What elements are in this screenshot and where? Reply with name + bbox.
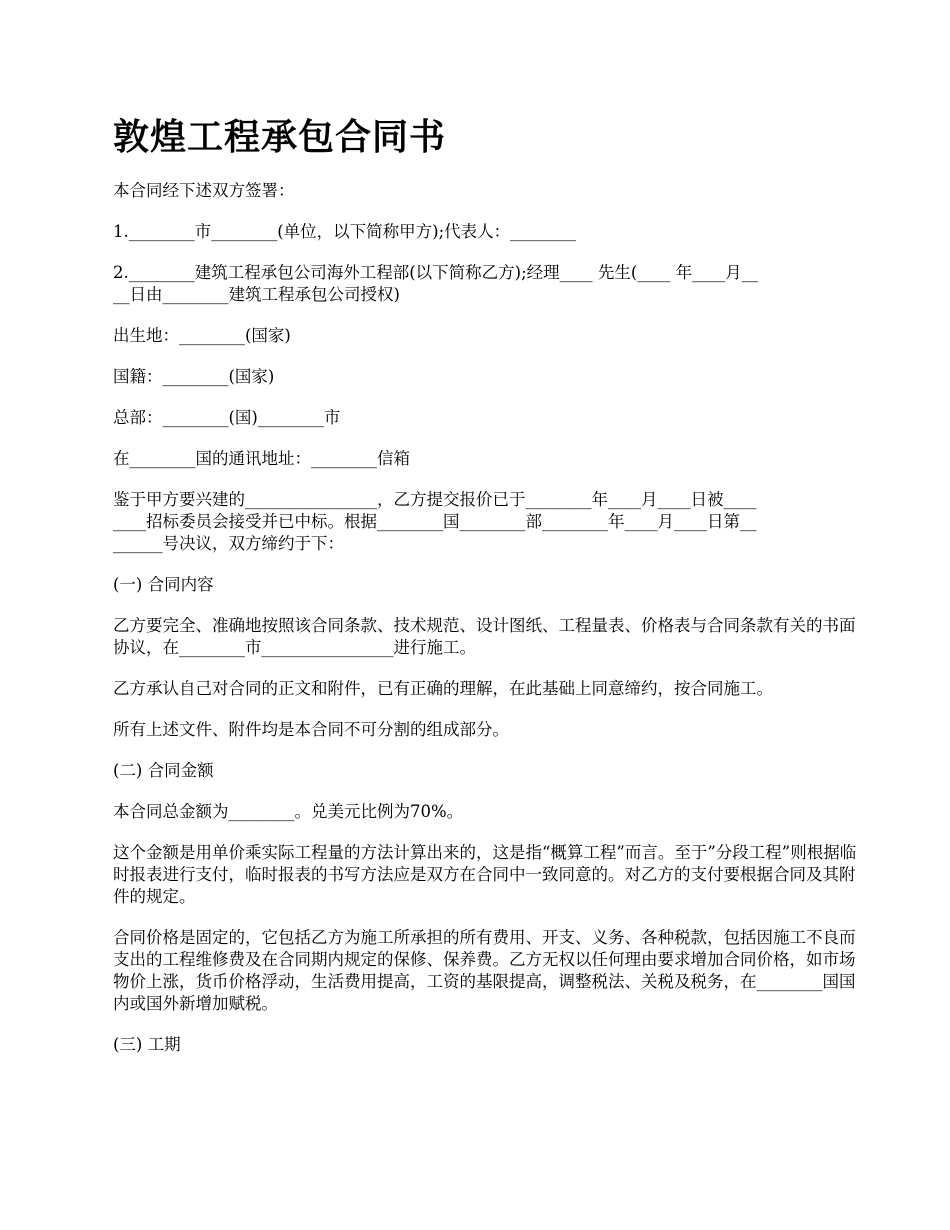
section-heading-contents: (一) 合同内容 (113, 575, 214, 594)
contents-paragraph-2: 乙方承认自己对合同的正文和附件，已有正确的理解，在此基础上同意缔约，按合同施工。 (113, 679, 773, 698)
birthplace-paragraph: 出生地：________(国家) (113, 326, 291, 345)
amount-paragraph-1: 本合同总金额为________。兑美元比例为70%。 (113, 802, 464, 821)
document-title: 敦煌工程承包合同书 (113, 116, 447, 158)
section-heading-amount: (二) 合同金额 (113, 761, 214, 780)
nationality-paragraph: 国籍：________(国家) (113, 367, 275, 386)
contents-paragraph-3: 所有上述文件、附件均是本合同不可分割的组成部分。 (113, 720, 509, 739)
document-page (113, 110, 858, 1075)
amount-paragraph-2: 这个金额是用单价乘实际工程量的方法计算出来的，这是指“概算工程”而言。至于”分段工程”则根据临时报表进行支付，临时报表的书写方法应是双方在合同中一致同意的。对乙方的支付要根据合同及其附件的规定。 (113, 843, 857, 906)
address-paragraph: 在________国的通讯地址：________信箱 (113, 449, 410, 468)
party-a-paragraph: 1.________市________(单位，以下简称甲方);代表人：________ (113, 222, 577, 241)
recital-paragraph: 鉴于甲方要兴建的________________，乙方提交报价已于________年____月____日被____ ____招标委员会接受并已中标。根据________国________部________年____月____日第__ ______号决议，双方缔约于下： (113, 490, 757, 553)
intro-paragraph: 本合同经下述双方签署： (113, 181, 295, 200)
amount-paragraph-3: 合同价格是固定的，它包括乙方为施工所承担的所有费用、开支、义务、各种税款，包括因施工不良而支出的工程维修费及在合同期内规定的保修、保养费。乙方无权以任何理由要求增加合同价格，如市场物价上涨，货币价格浮动，生活费用提高，工资的基限提高，调整税法、关税及税务，在________国国内或国外新增加赋税。 (113, 928, 856, 1013)
party-b-paragraph: 2.________建筑工程承包公司海外工程部(以下简称乙方);经理____ 先生(____ 年____月__ __日由________建筑工程承包公司授权) (113, 263, 759, 304)
headquarters-paragraph: 总部：________(国)________市 (113, 408, 341, 427)
section-heading-duration: (三) 工期 (113, 1035, 181, 1054)
contents-paragraph-1: 乙方要完全、准确地按照该合同条款、技术规范、设计图纸、工程量表、价格表与合同条款有关的书面协议，在________市________________进行施工。 (113, 616, 856, 657)
